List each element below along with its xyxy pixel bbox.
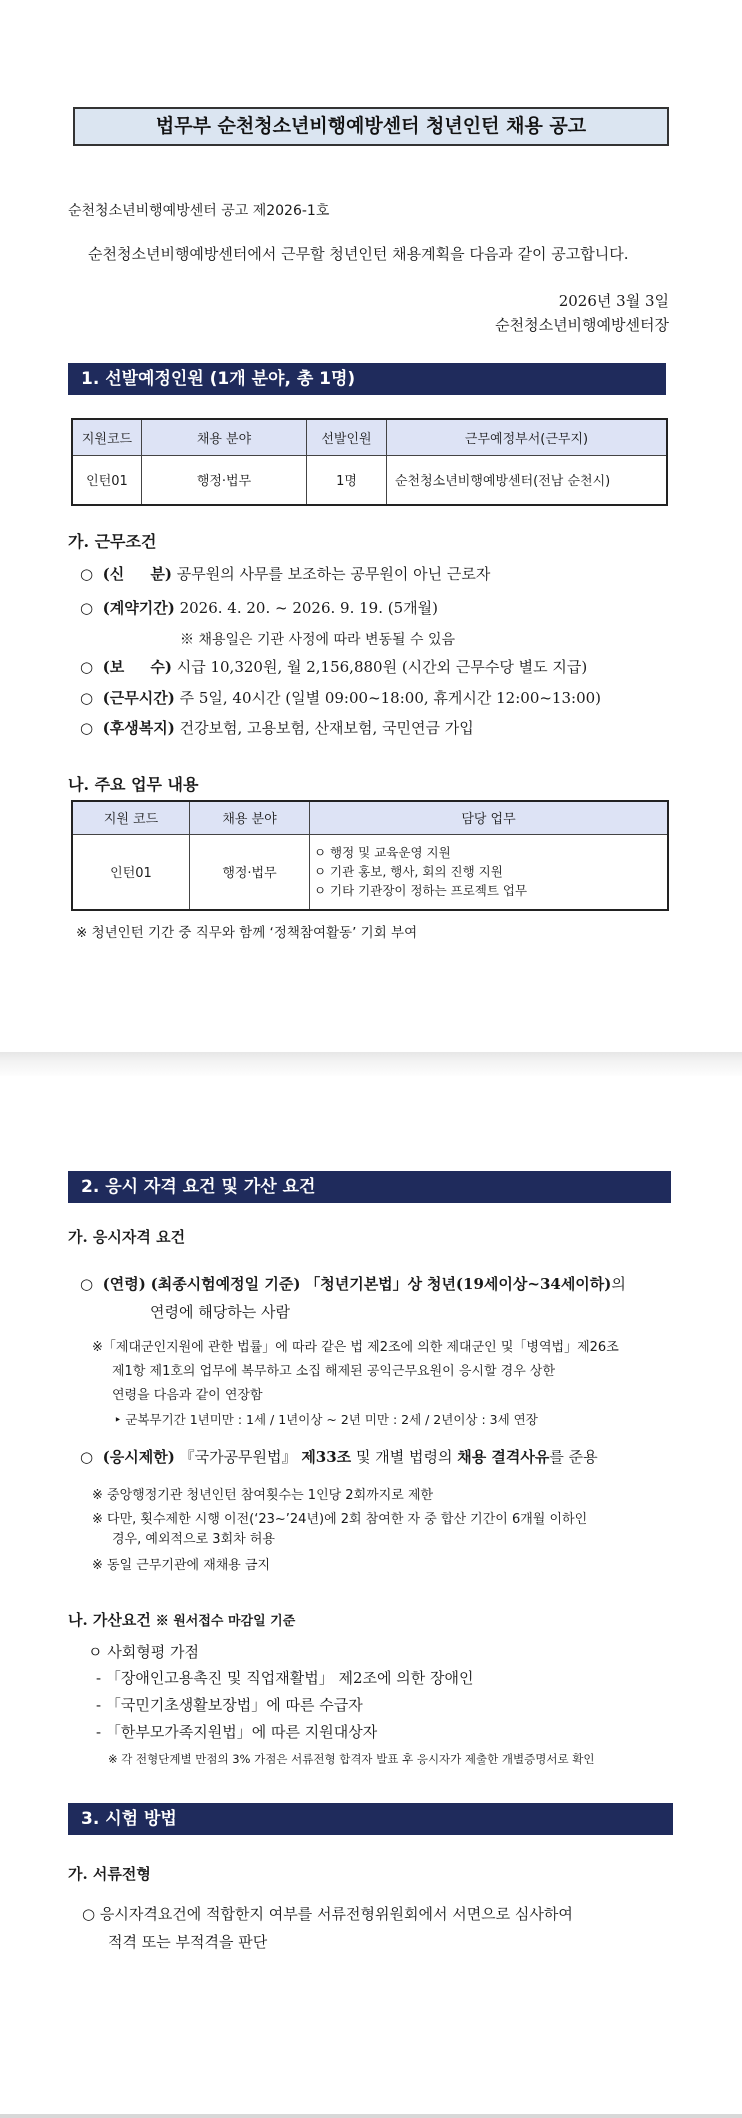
work-item: ○ (근무시간) 주 5일, 40시간 (일별 09:00~18:00, 휴게시간 12:00~13:00) — [80, 689, 602, 707]
qual-heading: 가. 응시자격 요건 — [68, 1228, 186, 1246]
military-note: 제1항 제1호의 업무에 복무하고 소집 해제된 공익근무요원이 응시할 경우 상한 — [112, 1364, 556, 1379]
work-item: ○ (보 수) 시급 10,320원, 월 2,156,880원 (시간외 근무수당 별도 지급) — [80, 658, 588, 676]
col-header-field: 채용 분야 — [142, 419, 307, 455]
cell-dept: 순천청소년비행예방센터(전남 순천시) — [387, 455, 668, 505]
cell-code: 인턴01 — [72, 455, 142, 505]
page-gap — [0, 1052, 742, 1076]
document-title: 법무부 순천청소년비행예방센터 청년인턴 채용 공고 — [73, 107, 669, 146]
work-label: (신 분) — [102, 565, 172, 583]
section-3-heading: 3. 시험 방법 — [68, 1803, 673, 1835]
col-header-dept: 근무예정부서(근무지) — [387, 419, 668, 455]
duty-cell-tasks — [310, 834, 669, 910]
restrict-note: ※ 다만, 횟수제한 시행 이전(‘23~’24년)에 2회 참여한 자 중 합산 기간이 6개월 이하인 — [92, 1512, 588, 1527]
military-note: 연령을 다음과 같이 연장함 — [112, 1388, 263, 1403]
cell-count: 1명 — [307, 455, 387, 505]
doc-screening-heading: 가. 서류전형 — [68, 1865, 151, 1883]
restrict-note: ※ 동일 근무기관에 재채용 금지 — [92, 1558, 271, 1573]
task-item: ㅇ 행정 및 교육운영 지원 — [314, 845, 451, 861]
restrict-note: ※ 중앙행정기관 청년인턴 참여횟수는 1인당 2회까지로 제한 — [92, 1488, 434, 1503]
military-note: ※「제대군인지원에 관한 법률」에 따라 같은 법 제2조에 의한 제대군인 및「병역법」제26조 — [92, 1340, 619, 1355]
task-item: ㅇ 기관 홍보, 행사, 회의 진행 지원 — [314, 864, 503, 880]
page-bottom-edge — [0, 2114, 742, 2118]
duty-cell-field: 행정·법무 — [190, 834, 310, 910]
age-requirement-cont: 연령에 해당하는 사람 — [150, 1303, 290, 1321]
recruit-table — [71, 418, 668, 506]
col-header-code: 지원코드 — [72, 419, 142, 455]
duty-col-field: 채용 분야 — [190, 801, 310, 834]
work-label: (후생복지) — [102, 719, 175, 737]
duty-col-task: 담당 업무 — [310, 801, 669, 834]
cell-field: 행정·법무 — [142, 455, 307, 505]
work-item: ○ (계약기간) 2026. 4. 20. ~ 2026. 9. 19. (5개월) — [80, 599, 438, 617]
bonus-item: ㅇ 사회형평 가점 — [88, 1643, 199, 1661]
doc-screening-text: ○ 응시자격요건에 적합한지 여부를 서류전형위원회에서 서면으로 심사하여 — [82, 1905, 573, 1923]
duty-heading: 나. 주요 업무 내용 — [68, 775, 199, 794]
issuer: 순천청소년비행예방센터장 — [495, 316, 669, 334]
bonus-item: - 「장애인고용촉진 및 직업재활법」 제2조에 의한 장애인 — [96, 1669, 474, 1687]
work-label: (계약기간) — [102, 599, 175, 617]
duty-note: ※ 청년인턴 기간 중 직무와 함께 ‘정책참여활동’ 기회 부여 — [76, 925, 418, 941]
restriction: ○ (응시제한) 『국가공무원법』 제33조 및 개별 법령의 채용 결격사유를 준용 — [80, 1448, 598, 1466]
bonus-item: - 「한부모가족지원법」에 따른 지원대상자 — [96, 1723, 378, 1741]
work-item: ○ (후생복지) 건강보험, 고용보험, 산재보험, 국민연금 가입 — [80, 719, 474, 737]
intro-text: 순천청소년비행예방센터에서 근무할 청년인턴 채용계획을 다음과 같이 공고합니다. — [88, 245, 629, 263]
military-detail: ‣ 군복무기간 1년미만 : 1세 / 1년이상 ~ 2년 미만 : 2세 / 2년이상 : 3세 연장 — [114, 1412, 538, 1427]
doc-screening-text-cont: 적격 또는 부적격을 판단 — [108, 1933, 268, 1951]
work-note: ※ 채용일은 기관 사정에 따라 변동될 수 있음 — [180, 632, 456, 648]
work-heading: 가. 근무조건 — [68, 532, 157, 551]
bonus-note: ※ 각 전형단계별 만점의 3% 가점은 서류전형 합격자 발표 후 응시자가 제출한 개별증명서로 확인 — [108, 1752, 595, 1766]
work-label: (근무시간) — [102, 689, 175, 707]
age-requirement: ○ (연령) (최종시험예정일 기준) 「청년기본법」상 청년(19세이상~34세이하)의 — [80, 1275, 626, 1293]
task-item: ㅇ 기타 기관장이 정하는 프로젝트 업무 — [314, 883, 528, 899]
section-1-heading: 1. 선발예정인원 (1개 분야, 총 1명) — [68, 363, 666, 395]
notice-date: 2026년 3월 3일 — [558, 292, 669, 310]
duty-col-code: 지원 코드 — [72, 801, 190, 834]
work-item: ○ (신 분) 공무원의 사무를 보조하는 공무원이 아닌 근로자 — [80, 565, 491, 583]
duty-table — [71, 800, 669, 911]
bonus-heading: 나. 가산요건 — [68, 1611, 151, 1629]
restrict-note: 경우, 예외적으로 3회차 허용 — [112, 1532, 275, 1547]
notice-number: 순천청소년비행예방센터 공고 제2026-1호 — [68, 203, 330, 219]
col-header-count: 선발인원 — [307, 419, 387, 455]
bonus-sub: ※ 원서접수 마감일 기준 — [155, 1614, 296, 1629]
bonus-heading-row — [68, 1609, 295, 1630]
section-2-heading: 2. 응시 자격 요건 및 가산 요건 — [68, 1171, 671, 1203]
work-label: (보 수) — [102, 658, 172, 676]
bonus-item: - 「국민기초생활보장법」에 따른 수급자 — [96, 1696, 363, 1714]
duty-cell-code: 인턴01 — [72, 834, 190, 910]
